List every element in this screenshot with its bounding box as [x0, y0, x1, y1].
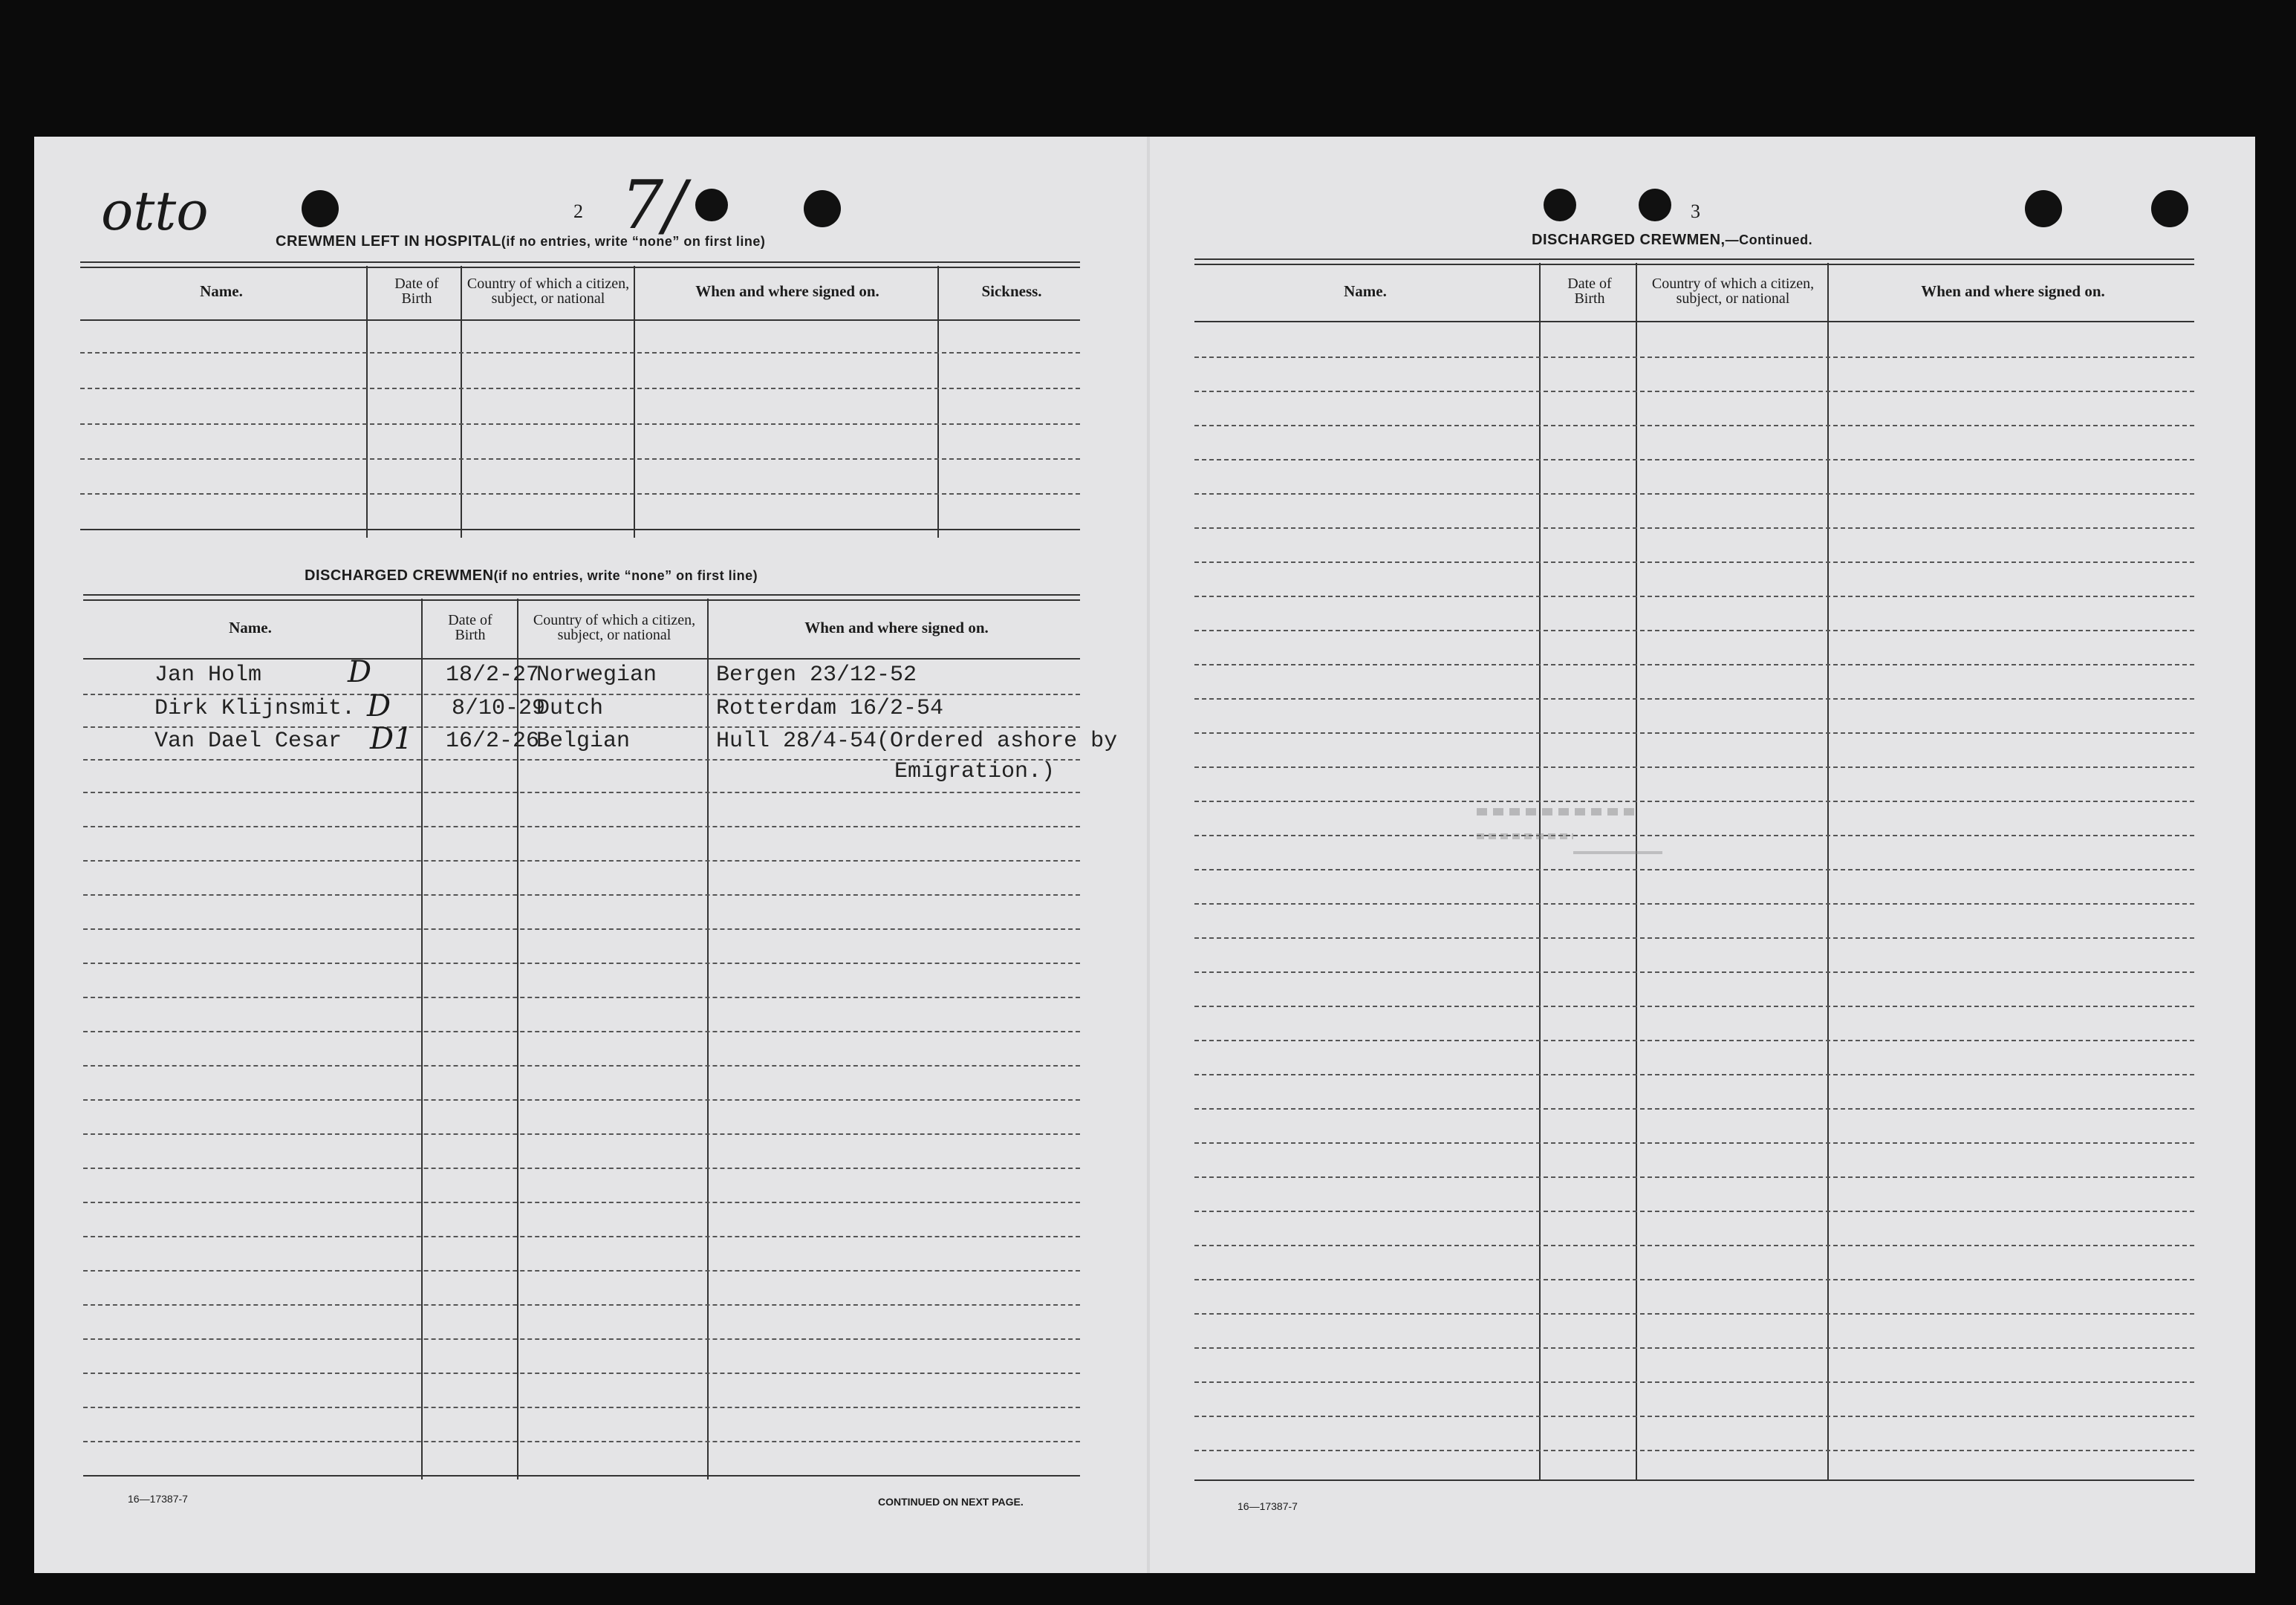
handwritten-name: otto — [101, 180, 209, 242]
form-number: 16—17387-7 — [1238, 1500, 1298, 1512]
discharge-mark: D — [367, 689, 391, 723]
punch-hole — [302, 190, 339, 227]
discharge-mark: D — [348, 655, 372, 689]
discharge-mark: D1 — [370, 722, 413, 756]
column-header: Date of Birth — [394, 276, 439, 307]
punch-hole — [1639, 189, 1671, 221]
left-page — [34, 137, 1148, 1573]
form-number: 16—17387-7 — [128, 1493, 188, 1505]
hospital-section-title: CREWMEN LEFT IN HOSPITAL(if no entries, write “none” on first line) — [276, 233, 766, 250]
discharged-table — [83, 594, 1118, 1481]
column-header: Country of which a citizen, subject, or national — [466, 276, 630, 307]
column-header: Name. — [200, 282, 243, 300]
punch-hole — [2151, 190, 2188, 227]
nationality: Norwegian — [536, 662, 657, 688]
continued-note: CONTINUED ON NEXT PAGE. — [878, 1496, 1024, 1508]
crew-name: Van Dael Cesar — [155, 729, 342, 754]
column-header: Date of Birth — [1567, 276, 1612, 307]
discharged-continued-title: DISCHARGED CREWMEN,—Continued. — [1532, 232, 1813, 248]
date-of-birth: 18/2-27 — [446, 662, 540, 688]
handwritten-mark: 7/ — [621, 166, 686, 244]
signed-on: Rotterdam 16/2-54 — [716, 696, 944, 721]
signed-on-continued: Emigration.) — [894, 759, 1056, 784]
column-header: Country of which a citizen, subject, or national — [1651, 276, 1815, 307]
column-header: Sickness. — [981, 282, 1042, 300]
crew-name: Jan Holm — [155, 662, 262, 688]
faint-stamp-bleed — [1477, 804, 1655, 848]
page-number: 2 — [573, 201, 583, 222]
column-header: Date of Birth — [448, 612, 492, 643]
form-sheet — [34, 137, 2255, 1573]
hospital-table — [80, 261, 1080, 539]
column-header: When and where signed on. — [1921, 282, 2105, 300]
signed-on: Hull 28/4-54(Ordered ashore by — [716, 729, 1118, 754]
punch-hole — [1544, 189, 1576, 221]
date-of-birth: 8/10-29 — [452, 696, 546, 721]
column-header: When and where signed on. — [804, 619, 989, 637]
column-header: Country of which a citizen, subject, or national — [533, 612, 696, 643]
page-number: 3 — [1691, 201, 1700, 222]
nationality: Dutch — [536, 696, 604, 721]
nationality: Belgian — [536, 729, 631, 754]
column-header: When and where signed on. — [695, 282, 879, 300]
discharged-section-title: DISCHARGED CREWMEN(if no entries, write “none” on first line) — [305, 567, 758, 584]
column-header: Name. — [1344, 282, 1387, 300]
crew-name: Dirk Klijnsmit. — [155, 696, 356, 721]
date-of-birth: 16/2-26 — [446, 729, 540, 754]
punch-hole — [2025, 190, 2062, 227]
punch-hole — [804, 190, 841, 227]
punch-hole — [695, 189, 728, 221]
column-header: Name. — [229, 619, 272, 637]
discharged-continued-table — [1194, 258, 2194, 1484]
right-page — [1148, 137, 2255, 1573]
signed-on: Bergen 23/12-52 — [716, 662, 917, 688]
